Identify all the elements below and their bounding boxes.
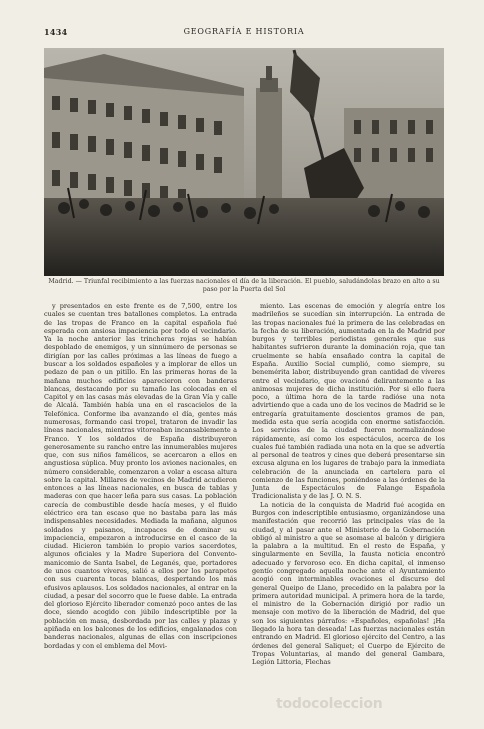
paragraph: miento. Las escenas de emoción y alegría entre los madrileños se sucedían sin interrupción. La entrada de las tropas nacionales fué la primera de las celebradas en la fecha de su liberación, aumentada en la de Madrid por burgos y terribles periodistas generales que sus habitantes sufrieron durante la dominación roja, que tan cruelmente se había ensañado contra la capital de España. Auxilio Social cumplió, como siempre, su benemérita labor, distribuyendo gran cantidad de víveres entre el vecindario, que ovacionó delirantemente a las animosas mujeres de dicha institución. Por si ello fuera poco, a última hora de la tarde radióse una nota advirtiendo que a cada uno de los vecinos de Madrid se le entregaría gratuitamente doscientos gramos de pan, medida esta que sería acogida con enorme satisfacción. Los servicios de la ciudad fueron normalizándose rápidamente, así como los espectáculos, acerca de los cuales fué también radiada una nota en la que se advertía al personal de teatros y cines que deberá presentarse sin excusa alguna en los lugares de trabajo para la inmediata celebración de la anunciada en cartelera para el comienzo de las funciones, poniéndose a las órdenes de la Junta de Espectáculos de Falange Española Tradicionalista y de las J. O. N. S. (252, 302, 445, 501)
running-title: GEOGRAFÍA E HISTORIA (183, 27, 305, 36)
page-header (44, 27, 444, 41)
page-number: 1434 (44, 27, 68, 37)
text-column-right (252, 302, 445, 666)
paragraph: y presentados en este frente es de 7,500, entre los cuales se cuentan tres batallones completos. La entrada de las tropas de Franco en la capital española fué esperada con ansiosa impaciencia por todo el vecindario. Ya la noche anterior las trincheras rojas se habían despoblado de enemigos, y un sinnúmero de personas se dirigían por las calles próximas a las líneas de fuego a buscar a los soldados españoles y a implorar de ellos un pedazo de pan o un pitillo. En las primeras horas de la mañana muchos edificios aparecieron con banderas blancas, destacando por su tamaño las colocadas en el Capitol y en las casas más elevadas de la Gran Vía y calle de Alcalá. También había una en el rascacielos de la Telefónica. Conforme iba avanzando el día, gentes más numerosas, formando casi tropel, trataron de invadir las líneas nacionales, mientras vitoreaban incansablemente a Franco. Y los soldados de España distribuyeron generosamente su rancho entre las innumerables mujeres que, con sus niños famélicos, se acercaron a ellos en angustiosa súplica. Muy pronto los aviones nacionales, en número considerable, comenzaron a volar a escasa altura sobre la capital. Millares de vecinos de Madrid acudieron entonces a las líneas nacionales, en busca de tablas y maderas con que hacer leña para sus casas. La población carecía de combustible desde hacía meses, y el fluido eléctrico era tan escaso que no bastaba para las más indispensables necesidades. Mediada la mañana, algunos soldados y paisanos, incapaces de dominar su impaciencia, empezaron a introducirse en el casco de la ciudad. Hicieron también lo propio varios sacerdotes, algunos oficiales y la Madre Superiora del Convento-manicomio de Santa Isabel, de Leganés, que, portadores de unos cuantos víveres, salió a ellos por los parapetos con sus cuarenta tocas blancas, despertando los más efusivos aplausos. Los soldados nacionales, al entrar en la ciudad, a pesar del socorro que le fuese dable. La entrada del glorioso Ejército liberador comenzó poco antes de las doce, siendo acogido con júbilo indescriptible por la población en masa, desbordada por las calles y plazas y apiñada en los balcones de los edificios, engalanados con banderas nacionales, algunas de ellas con inscripciones bordadas y con el emblema del Movi- (44, 302, 237, 650)
photograph (44, 48, 444, 276)
text-column-left (44, 302, 237, 650)
crowd-balcony-flag-photo-icon (44, 48, 444, 276)
photo-caption: Madrid. — Triunfal recibimiento a las fuerzas nacionales el día de la liberación. El pueblo, saludándolas brazo en alto a su paso por la Puerta del Sol (48, 278, 440, 294)
paragraph: La noticia de la conquista de Madrid fué acogida en Burgos con indescriptible entusiasmo, organizándose una manifestación que recorrió las principales vías de la ciudad, y al pasar ante el Ministerio de la Gobernación obligó al ministro a que se asomase al balcón y dirigiera la palabra a la multitud. En el resto de España, y singularmente en Sevilla, la fausta noticia encontró adecuado y fervoroso eco. En dicha capital, el inmenso gentío congregado aquella noche ante el Ayuntamiento acogió con interminables ovaciones el discurso del general Queipo de Llano, precedido en la palabra por la primera autoridad municipal. A primera hora de la tarde, el ministro de la Gobernación dirigió por radio un mensaje con motivo de la liberación de Madrid, del que son los siguientes párrafos: «Españoles, españolas! ¡Ha llegado la hora tan deseada! Las fuerzas nacionales están entrando en Madrid. El glorioso ejército del Centro, a las órdenes del general Saliquet; el Cuerpo de Ejército de Tropas Voluntarias, al mando del general Gambara, Legión Littoria, Flechas (252, 500, 445, 667)
watermark: todocoleccion (276, 696, 383, 712)
